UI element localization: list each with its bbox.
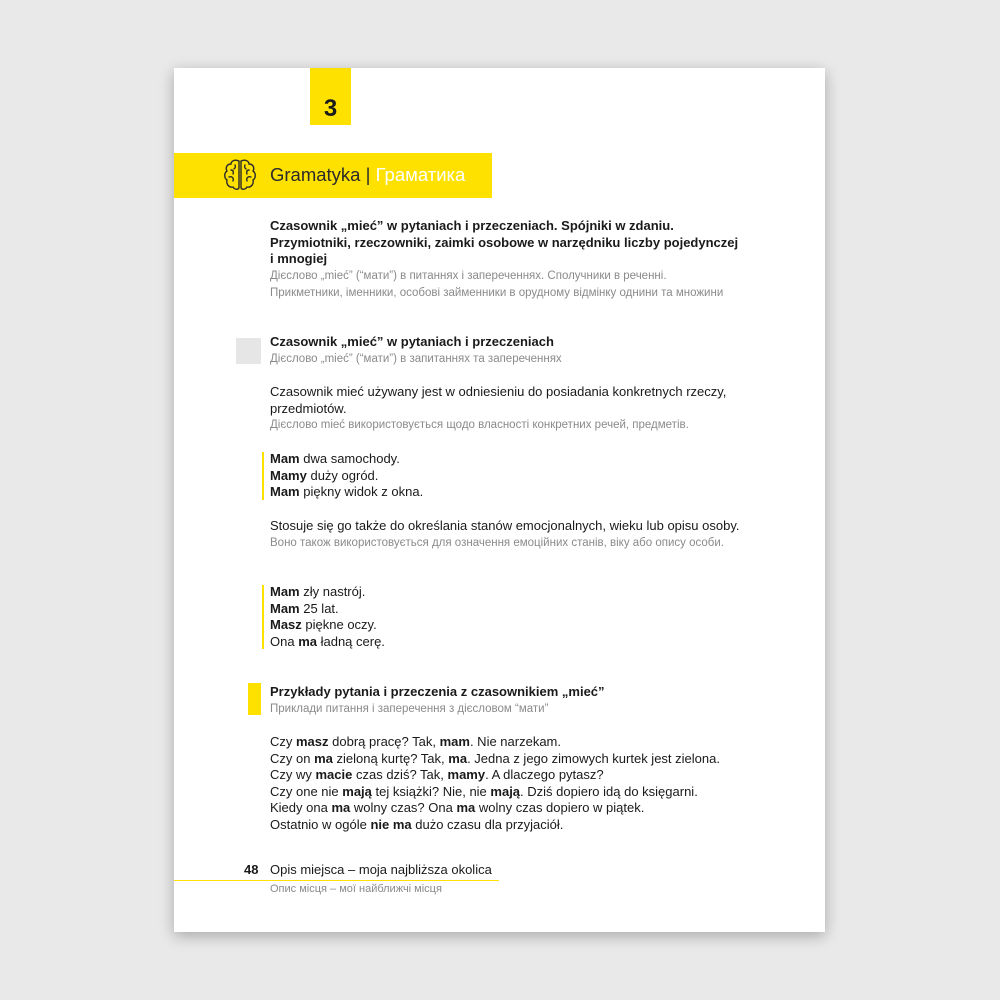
- dialogue-line: Kiedy ona ma wolny czas? Ona ma wolny czas dopiero w piątek.: [270, 800, 645, 816]
- example-line: Mam dwa samochody.: [270, 451, 400, 466]
- example-bar: [262, 452, 264, 500]
- section-marker-grey: [236, 338, 261, 364]
- examples2-list: [270, 584, 740, 650]
- dialogue-line: Czy wy macie czas dziś? Tak, mamy. A dlaczego pytasz?: [270, 767, 604, 783]
- footer-title-pl: Opis miejsca – moja najbliższa okolica: [270, 862, 492, 877]
- section1-heading-uk: Дієслово „mieć” (“мати”) в запитаннях та запереченнях: [270, 352, 562, 365]
- intro-block: [270, 218, 740, 302]
- para2-uk: Воно також використовується для означення емоційних станів, віку або опису особи.: [270, 536, 724, 549]
- dialogue-line: Ostatnio w ogóle nie ma dużo czasu dla przyjaciół.: [270, 816, 564, 832]
- examples1-list: [270, 451, 740, 501]
- section2-heading-pl: Przykłady pytania i przeczenia z czasownikiem „mieć”: [270, 684, 605, 699]
- para1-pl: Czasownik mieć używany jest w odniesieniu do posiadania konkretnych rzeczy, przedmiotów.: [270, 384, 727, 416]
- section2-heading-block: [270, 684, 740, 718]
- dialogue-line: Czy one nie mają tej książki? Nie, nie mają. Dziś dopiero idą do księgarni.: [270, 783, 698, 799]
- chapter-number: 3: [323, 95, 338, 122]
- section-banner: [174, 153, 492, 198]
- example-line: Masz piękne oczy.: [270, 617, 377, 633]
- section2-heading-uk: Приклади питання і заперечення з дієсловом “мати”: [270, 702, 549, 715]
- example-line: Mam 25 lat.: [270, 600, 339, 616]
- intro-heading-pl: Czasownik „mieć” w pytaniach i przeczeniach. Spójniki w zdaniu. Przymiotniki, rzeczowniki, zaimki osobowe w narzędniku liczby pojedynczej i mnogiej: [270, 218, 739, 267]
- brain-icon: [222, 158, 258, 192]
- footer-divider: [174, 880, 499, 881]
- example-line: Mam piękny widok z okna.: [270, 484, 424, 500]
- intro-heading-uk: Дієслово „mieć” (“мати”) в питаннях і запереченнях. Сполучники в реченні. Прикметники, іменники, особові займенники в орудному відмінку однини та множини: [270, 269, 724, 299]
- section1-para2: [270, 518, 740, 552]
- section1-heading-pl: Czasownik „mieć” w pytaniach i przeczeniach: [270, 334, 554, 349]
- chapter-number-tab: [310, 68, 351, 125]
- section-marker-yellow: [248, 683, 261, 715]
- book-page: [174, 68, 825, 932]
- banner-title-pl: Gramatyka: [270, 164, 361, 185]
- banner-title: [270, 164, 465, 186]
- section2-examples: [270, 734, 770, 834]
- para1-uk: Дієслово mieć використовується щодо власності конкретних речей, предметів.: [270, 419, 689, 432]
- page-number: 48: [244, 862, 259, 877]
- example-bar: [262, 585, 264, 649]
- section1-para1: [270, 384, 740, 434]
- banner-title-uk: Граматика: [375, 164, 466, 185]
- example-line: Mamy duży ogród.: [270, 467, 379, 483]
- example-line: Mam zły nastrój.: [270, 584, 366, 599]
- para2-pl: Stosuje się go także do określania stanów emocjonalnych, wieku lub opisu osoby.: [270, 518, 740, 533]
- dialogue-line: Czy masz dobrą pracę? Tak, mam. Nie narzekam.: [270, 734, 561, 749]
- example-line: Ona ma ładną cerę.: [270, 633, 385, 649]
- dialogue-line: Czy on ma zieloną kurtę? Tak, ma. Jedna z jego zimowych kurtek jest zielona.: [270, 750, 720, 766]
- section1-heading-block: [270, 334, 740, 368]
- banner-separator: |: [365, 164, 371, 185]
- footer-title-uk: Опис місця – мої найближчі місця: [270, 883, 442, 895]
